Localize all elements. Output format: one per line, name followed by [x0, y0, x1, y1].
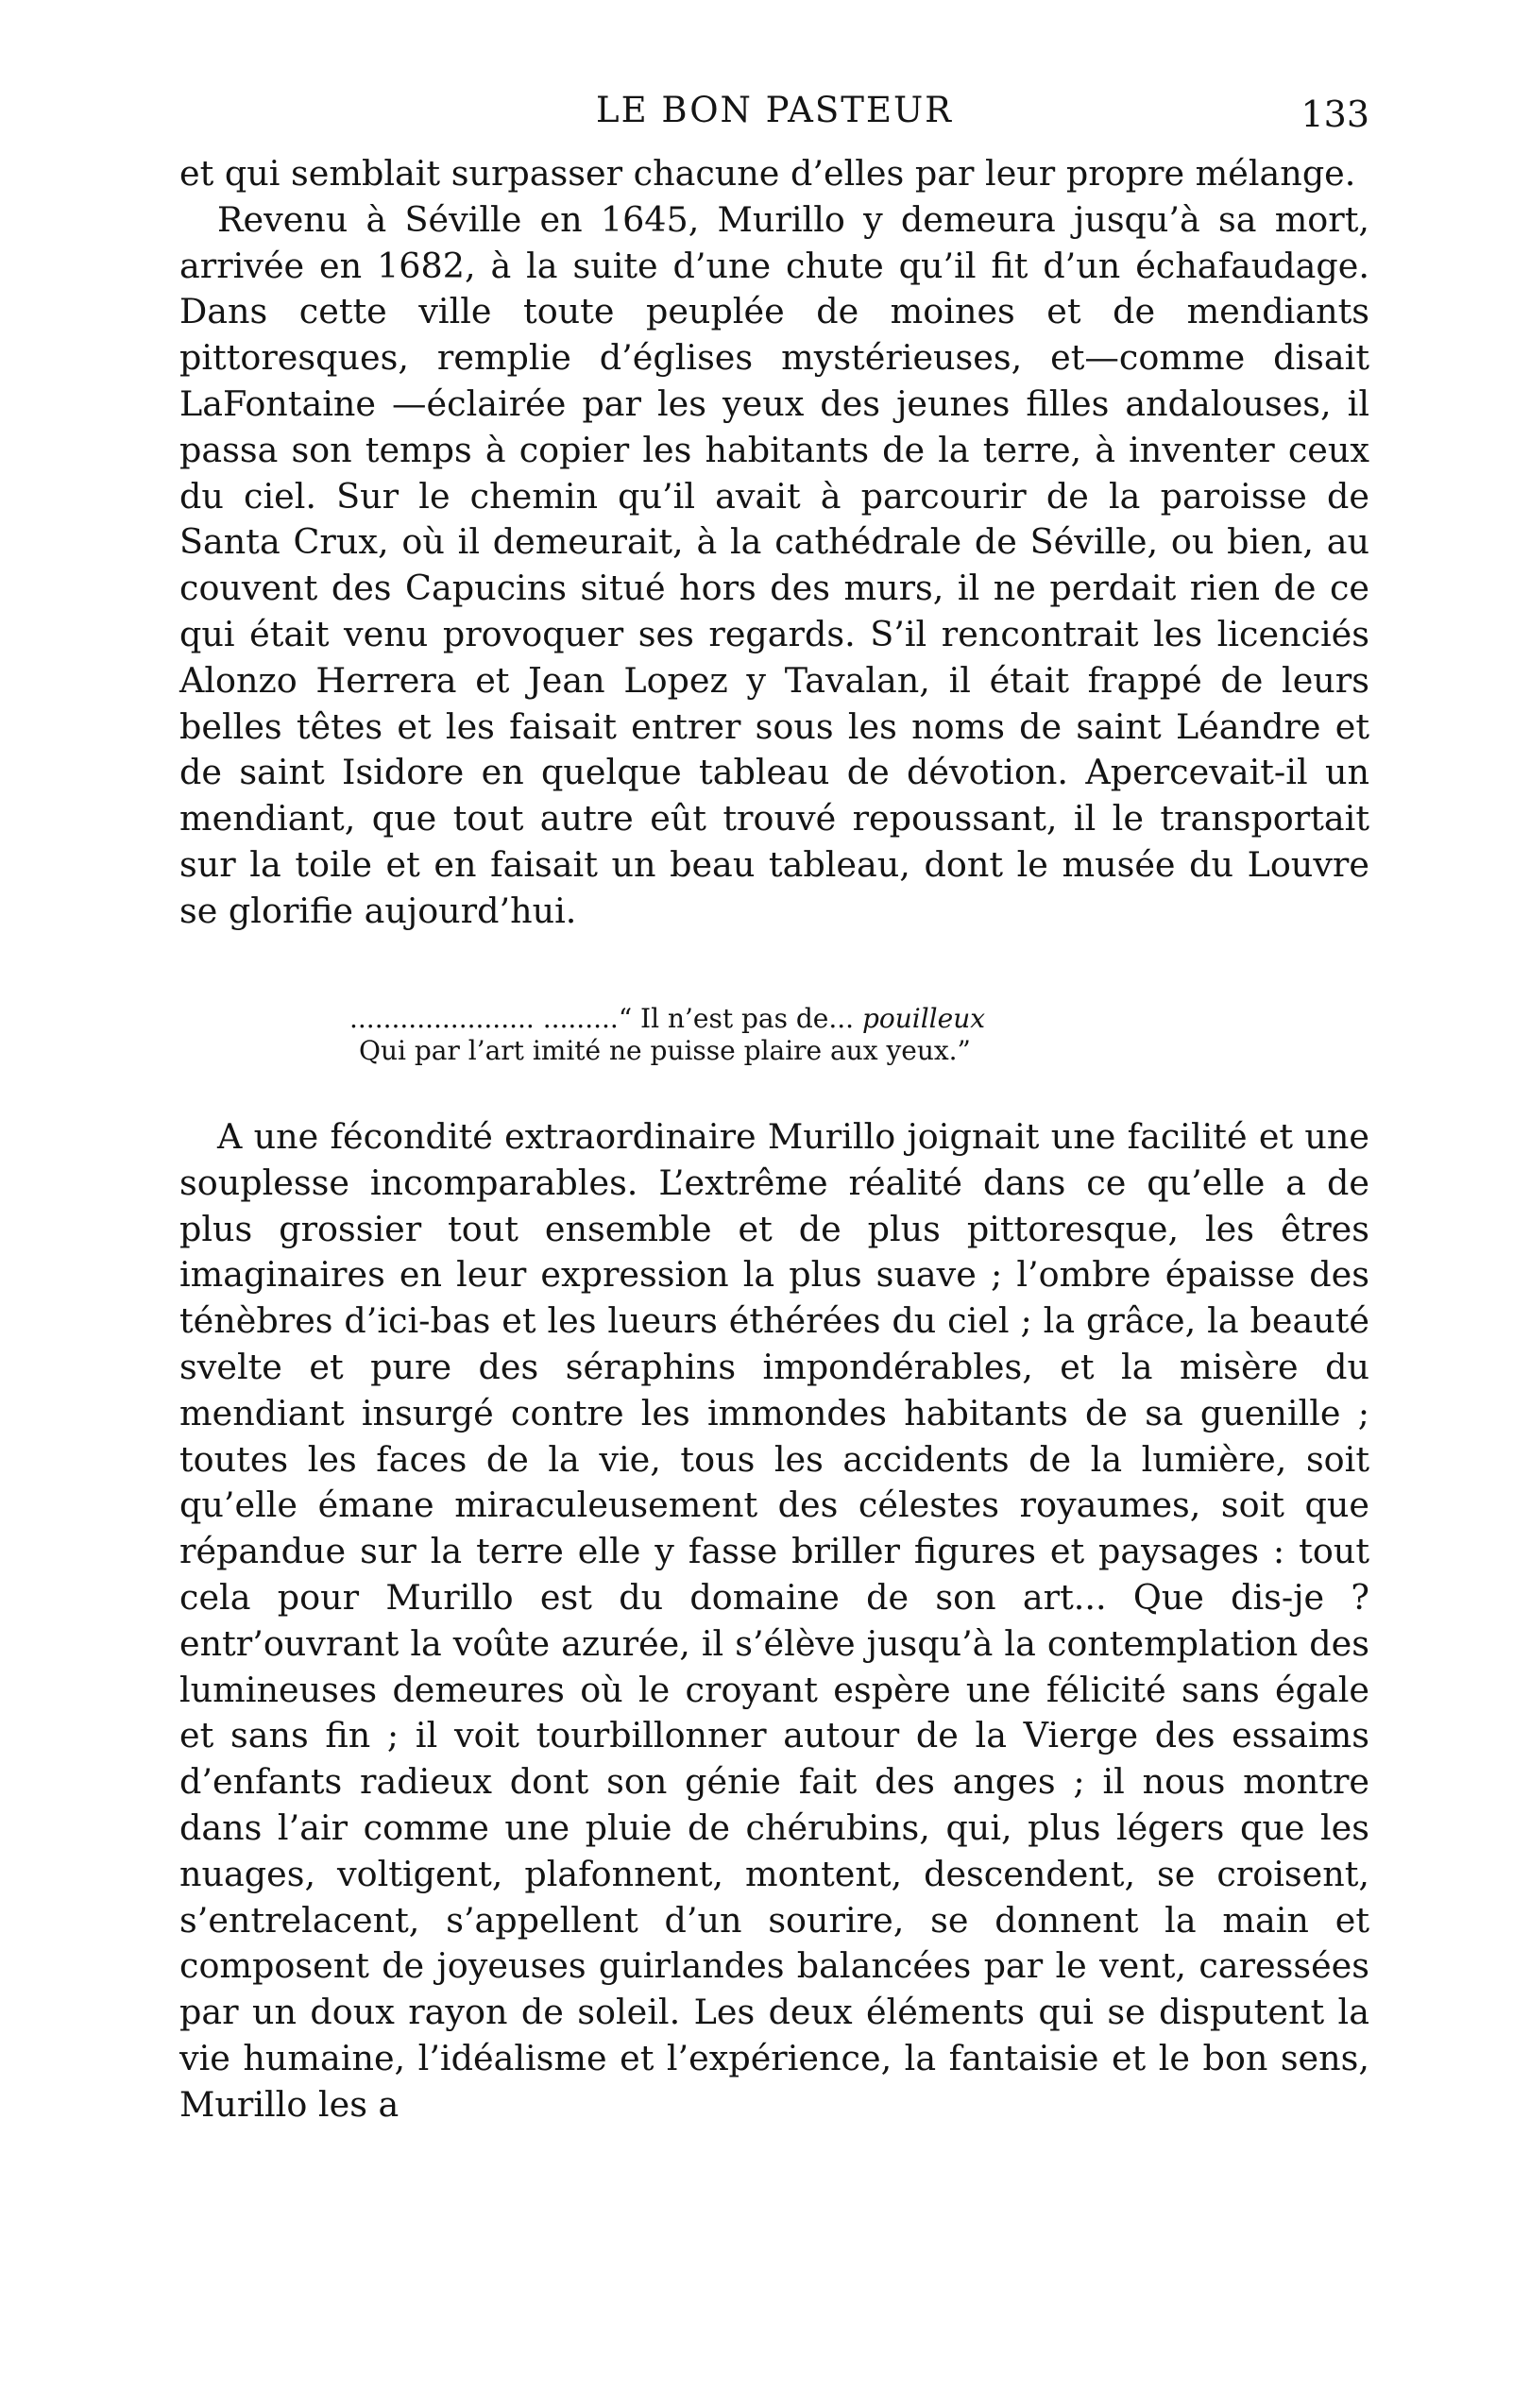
book-page	[179, 0, 1369, 2408]
running-title: LE BON PASTEUR	[596, 90, 953, 130]
paragraph-murillo-seville: Revenu à Séville en 1645, Murillo y demeura jusqu’à sa mort, arrivée en 1682, à la suite d’une chute qu’il fit d’un échafaudage. Dans cette ville toute peuplée de moines et de mendiants pittoresques, remplie d’églises mystérieuses, et—comme disait LaFontaine —éclairée par les yeux des jeunes filles andalouses, il passa son temps à copier les habitants de la terre, à inventer ceux du ciel. Sur le chemin qu’il avait à parcourir de la paroisse de Santa Crux, où il demeurait, à la cathédrale de Séville, ou bien, au couvent des Capucins situé hors des murs, il ne perdait rien de ce qui était venu provoquer ses regards. S’il rencontrait les licenciés Alonzo Herrera et Jean Lopez y Tavalan, il était frappé de leurs belles têtes et les faisait entrer sous les noms de saint Léandre et de saint Isidore en quelque tableau de dévotion. Apercevait-il un mendiant, que tout autre eût trouvé repoussant, il le transportait sur la toile et en faisait un beau tableau, dont le musée du Louvre se glorifie aujourd’hui.	[179, 198, 1369, 931]
text-block-bottom	[179, 1114, 1369, 2128]
quote-line-1	[349, 1003, 985, 1035]
paragraph-continuation: et qui semblait surpasser chacune d’elles par leur propre mélange.	[179, 153, 1356, 194]
page-header	[179, 87, 1369, 134]
text-block-top	[179, 151, 1369, 935]
quote-line-2: Qui par l’art imité ne puisse plaire aux yeux.”	[359, 1035, 971, 1066]
quote-line-1-lead: ...................... .........“ Il n’est pas de...	[349, 1003, 862, 1034]
quote-line-1-italic: pouilleux	[861, 1003, 986, 1034]
paragraph-fecondite: A une fécondité extraordinaire Murillo joignait une facilité et une souplesse incomparables. L’extrême réalité dans ce qu’elle a de plus grossier tout ensemble et de plus pittoresque, les êtres imaginaires en leur expression la plus suave ; l’ombre épaisse des ténèbres d’ici-bas et les lueurs éthérées du ciel ; la grâce, la beauté svelte et pure des séraphins impondérables, et la misère du mendiant insurgé contre les immondes habitants de sa guenille ; toutes les faces de la vie, tous les accidents de la lumière, soit qu’elle émane miraculeusement des célestes royaumes, soit que répandue sur la terre elle y fasse briller figures et paysages : tout cela pour Murillo est du domaine de son art... Que dis-je ? entr’ouvrant la voûte azurée, il s’élève jusqu’à la contemplation des lumineuses demeures où le croyant espère une félicité sans égale et sans fin ; il voit tourbillonner autour de la Vierge des essaims d’enfants radieux dont son génie fait des anges ; il nous montre dans l’air comme une pluie de chérubins, qui, plus légers que les nuages, voltigent, plafonnent, montent, descendent, se croisent, s’entrelacent, s’appellent d’un sourire, se donnent la main et composent de joyeuses guirlandes balancées par le vent, caressées par un doux rayon de soleil. Les deux éléments qui se disputent la vie humaine, l’idéalisme et l’expérience, la fantaisie et le bon sens, Murillo les a	[179, 1116, 1369, 2125]
page-number: 133	[1300, 93, 1369, 135]
